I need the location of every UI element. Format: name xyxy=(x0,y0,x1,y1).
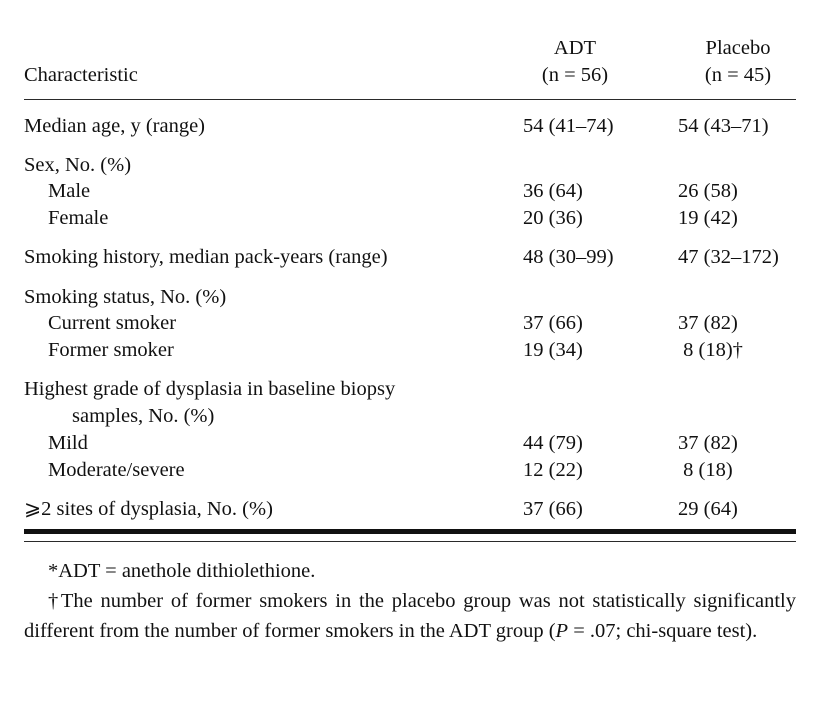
footnote-dagger-p: P xyxy=(555,620,569,642)
cell-adt-mild: 44 (79) xyxy=(523,432,583,454)
row-label-moderate-severe: Moderate/severe xyxy=(48,459,185,481)
bottom-thin-rule xyxy=(24,541,796,542)
header-placebo-n: (n = 45) xyxy=(704,64,772,86)
header-rule xyxy=(24,99,796,100)
row-label-mild: Mild xyxy=(48,432,88,454)
cell-adt-smoking-history: 48 (30–99) xyxy=(523,246,614,268)
bottom-thick-rule xyxy=(24,529,796,534)
row-label-sex: Sex, No. (%) xyxy=(24,154,132,176)
cell-placebo-current-smoker: 37 (82) xyxy=(678,312,738,334)
cell-adt-female: 20 (36) xyxy=(523,207,583,229)
footnote-adt: *ADT = anethole dithiolethione. xyxy=(48,560,316,582)
footnote-dagger xyxy=(24,586,796,646)
row-label-male: Male xyxy=(48,180,91,202)
cell-adt-former-smoker: 19 (34) xyxy=(523,339,583,361)
row-label-smoking-status: Smoking status, No. (%) xyxy=(24,286,227,308)
cell-adt-current-smoker: 37 (66) xyxy=(523,312,583,334)
header-adt-n: (n = 56) xyxy=(541,64,609,86)
row-label-current-smoker: Current smoker xyxy=(48,312,177,334)
cell-placebo-sites: 29 (64) xyxy=(678,498,738,520)
header-placebo-label: Placebo xyxy=(705,37,771,59)
cell-placebo-mild: 37 (82) xyxy=(678,432,738,454)
row-label-age: Median age, y (range) xyxy=(24,115,205,137)
cell-placebo-smoking-history: 47 (32–172) xyxy=(678,246,779,268)
footnote-dagger-tail: = .07; chi-square test). xyxy=(568,620,758,642)
cell-adt-moderate-severe: 12 (22) xyxy=(523,459,583,481)
row-label-dysplasia-grade: Highest grade of dysplasia in baseline biopsy xyxy=(24,378,396,400)
header-adt-label: ADT xyxy=(553,37,597,59)
cell-placebo-moderate-severe: 8 (18) xyxy=(678,459,733,481)
row-label-smoking-history: Smoking history, median pack-years (range) xyxy=(24,246,388,268)
cell-adt-age: 54 (41–74) xyxy=(523,115,614,137)
cell-placebo-former-smoker: 8 (18)† xyxy=(678,339,743,361)
row-label-female: Female xyxy=(48,207,109,229)
cell-placebo-age: 54 (43–71) xyxy=(678,115,769,137)
row-label-former-smoker: Former smoker xyxy=(48,339,174,361)
row-label-dysplasia-grade-cont: samples, No. (%) xyxy=(72,405,215,427)
header-characteristic: Characteristic xyxy=(24,64,138,86)
cell-adt-male: 36 (64) xyxy=(523,180,583,202)
footnote-dagger-text: †The number of former smokers in the placebo group was not statistically significantly different from the number of former smokers in the ADT group ( xyxy=(24,590,796,642)
cell-placebo-female: 19 (42) xyxy=(678,207,738,229)
cell-adt-sites: 37 (66) xyxy=(523,498,583,520)
cell-placebo-male: 26 (58) xyxy=(678,180,738,202)
row-label-sites: ⩾2 sites of dysplasia, No. (%) xyxy=(24,498,273,520)
